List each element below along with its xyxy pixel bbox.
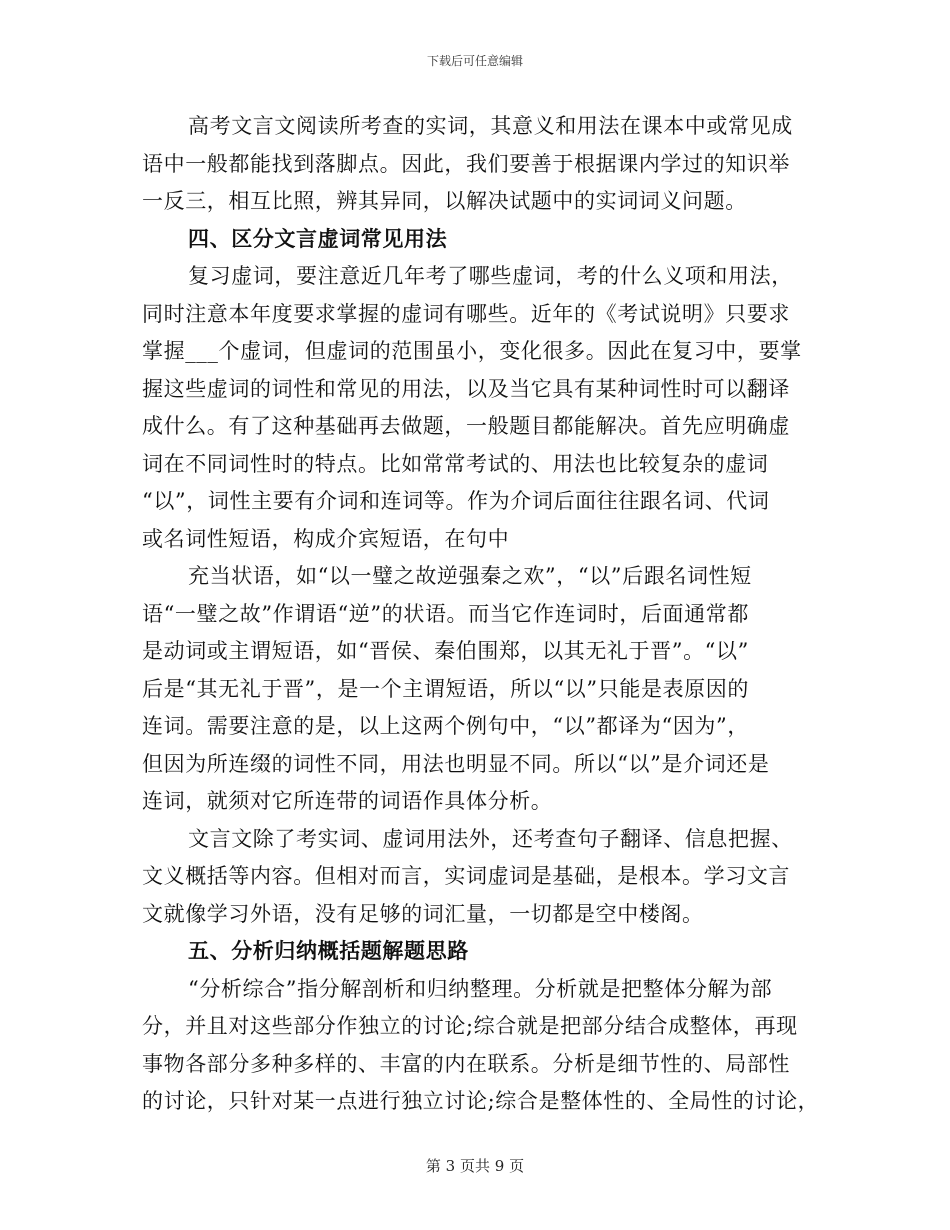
paragraph-line: 文就像学习外语，没有足够的词汇量，一切都是空中楼阁。 xyxy=(142,901,704,926)
paragraph-line: 语中一般都能找到落脚点。因此，我们要善于根据课内学过的知识举 xyxy=(142,151,790,176)
paragraph-line: 分，并且对这些部分作独立的讨论;综合就是把部分结合成整体，再现 xyxy=(142,1014,798,1038)
document-body xyxy=(142,108,822,1121)
paragraph-line: 连词，就须对它所连带的词语作具体分析。 xyxy=(142,789,553,813)
section-heading-5: 五、分析归纳概括题解题思路 xyxy=(188,939,469,963)
paragraph-line: 是动词或主谓短语，如“晋侯、秦伯围郑，以其无礼于晋”。“以” xyxy=(142,639,749,663)
paragraph-line: 复习虚词，要注意近几年考了哪些虚词，考的什么义项和用法， xyxy=(188,264,793,288)
paragraph-line: 后是“其无礼于晋”，是一个主谓短语，所以“以”只能是表原因的 xyxy=(142,676,749,701)
paragraph-line: 高考文言文阅读所考查的实词，其意义和用法在课本中或常见成 xyxy=(188,114,793,138)
paragraph-line: 语“一璧之故”作谓语“逆”的状语。而当它作连词时，后面通常都 xyxy=(142,601,749,626)
paragraph-line: 握这些虚词的词性和常见的用法，以及当它具有某种词性时可以翻译 xyxy=(142,376,790,401)
paragraph-line: 的讨论，只针对某一点进行独立讨论;综合是整体性的、全局性的讨论， xyxy=(142,1089,820,1113)
paragraph-line: 或名词性短语，构成介宾短语，在句中 xyxy=(142,526,510,551)
paragraph-line: 掌握___个虚词，但虚词的范围虽小，变化很多。因此在复习中，要掌 xyxy=(142,339,802,363)
paragraph-line: 一反三，相互比照，辨其异同，以解决试题中的实词词义问题。 xyxy=(142,189,747,213)
paragraph-line: 连词。需要注意的是，以上这两个例句中，“以”都译为“因为”， xyxy=(142,714,749,738)
paragraph-line: 文义概括等内容。但相对而言，实词虚词是基础，是根本。学习文言 xyxy=(142,864,790,888)
page-footer: 第 3 页共 9 页 xyxy=(425,1157,525,1175)
paragraph-line: 事物各部分多种多样的、丰富的内在联系。分析是细节性的、局部性 xyxy=(142,1051,790,1076)
paragraph-line: 但因为所连缀的词性不同，用法也明显不同。所以“以”是介词还是 xyxy=(142,751,770,776)
paragraph-line: 同时注意本年度要求掌握的虚词有哪些。近年的《考试说明》只要求 xyxy=(142,301,790,326)
paragraph-line: 词在不同词性时的特点。比如常常考试的、用法也比较复杂的虚词 xyxy=(142,451,769,476)
paragraph-line: 文言文除了考实词、虚词用法外，还考查句子翻译、信息把握、 xyxy=(188,826,793,851)
paragraph-line: “分析综合”指分解剖析和归纳整理。分析就是把整体分解为部 xyxy=(188,976,773,1001)
paragraph-line: “以”，词性主要有介词和连词等。作为介词后面往往跟名词、代词 xyxy=(142,489,770,513)
section-heading-4: 四、区分文言虚词常见用法 xyxy=(188,226,448,251)
page-header: 下载后可任意编辑 xyxy=(426,54,523,68)
paragraph-line: 充当状语，如“以一璧之故逆强秦之欢”，“以”后跟名词性短 xyxy=(188,564,752,588)
paragraph-line: 成什么。有了这种基础再去做题，一般题目都能解决。首先应明确虚 xyxy=(142,414,790,438)
